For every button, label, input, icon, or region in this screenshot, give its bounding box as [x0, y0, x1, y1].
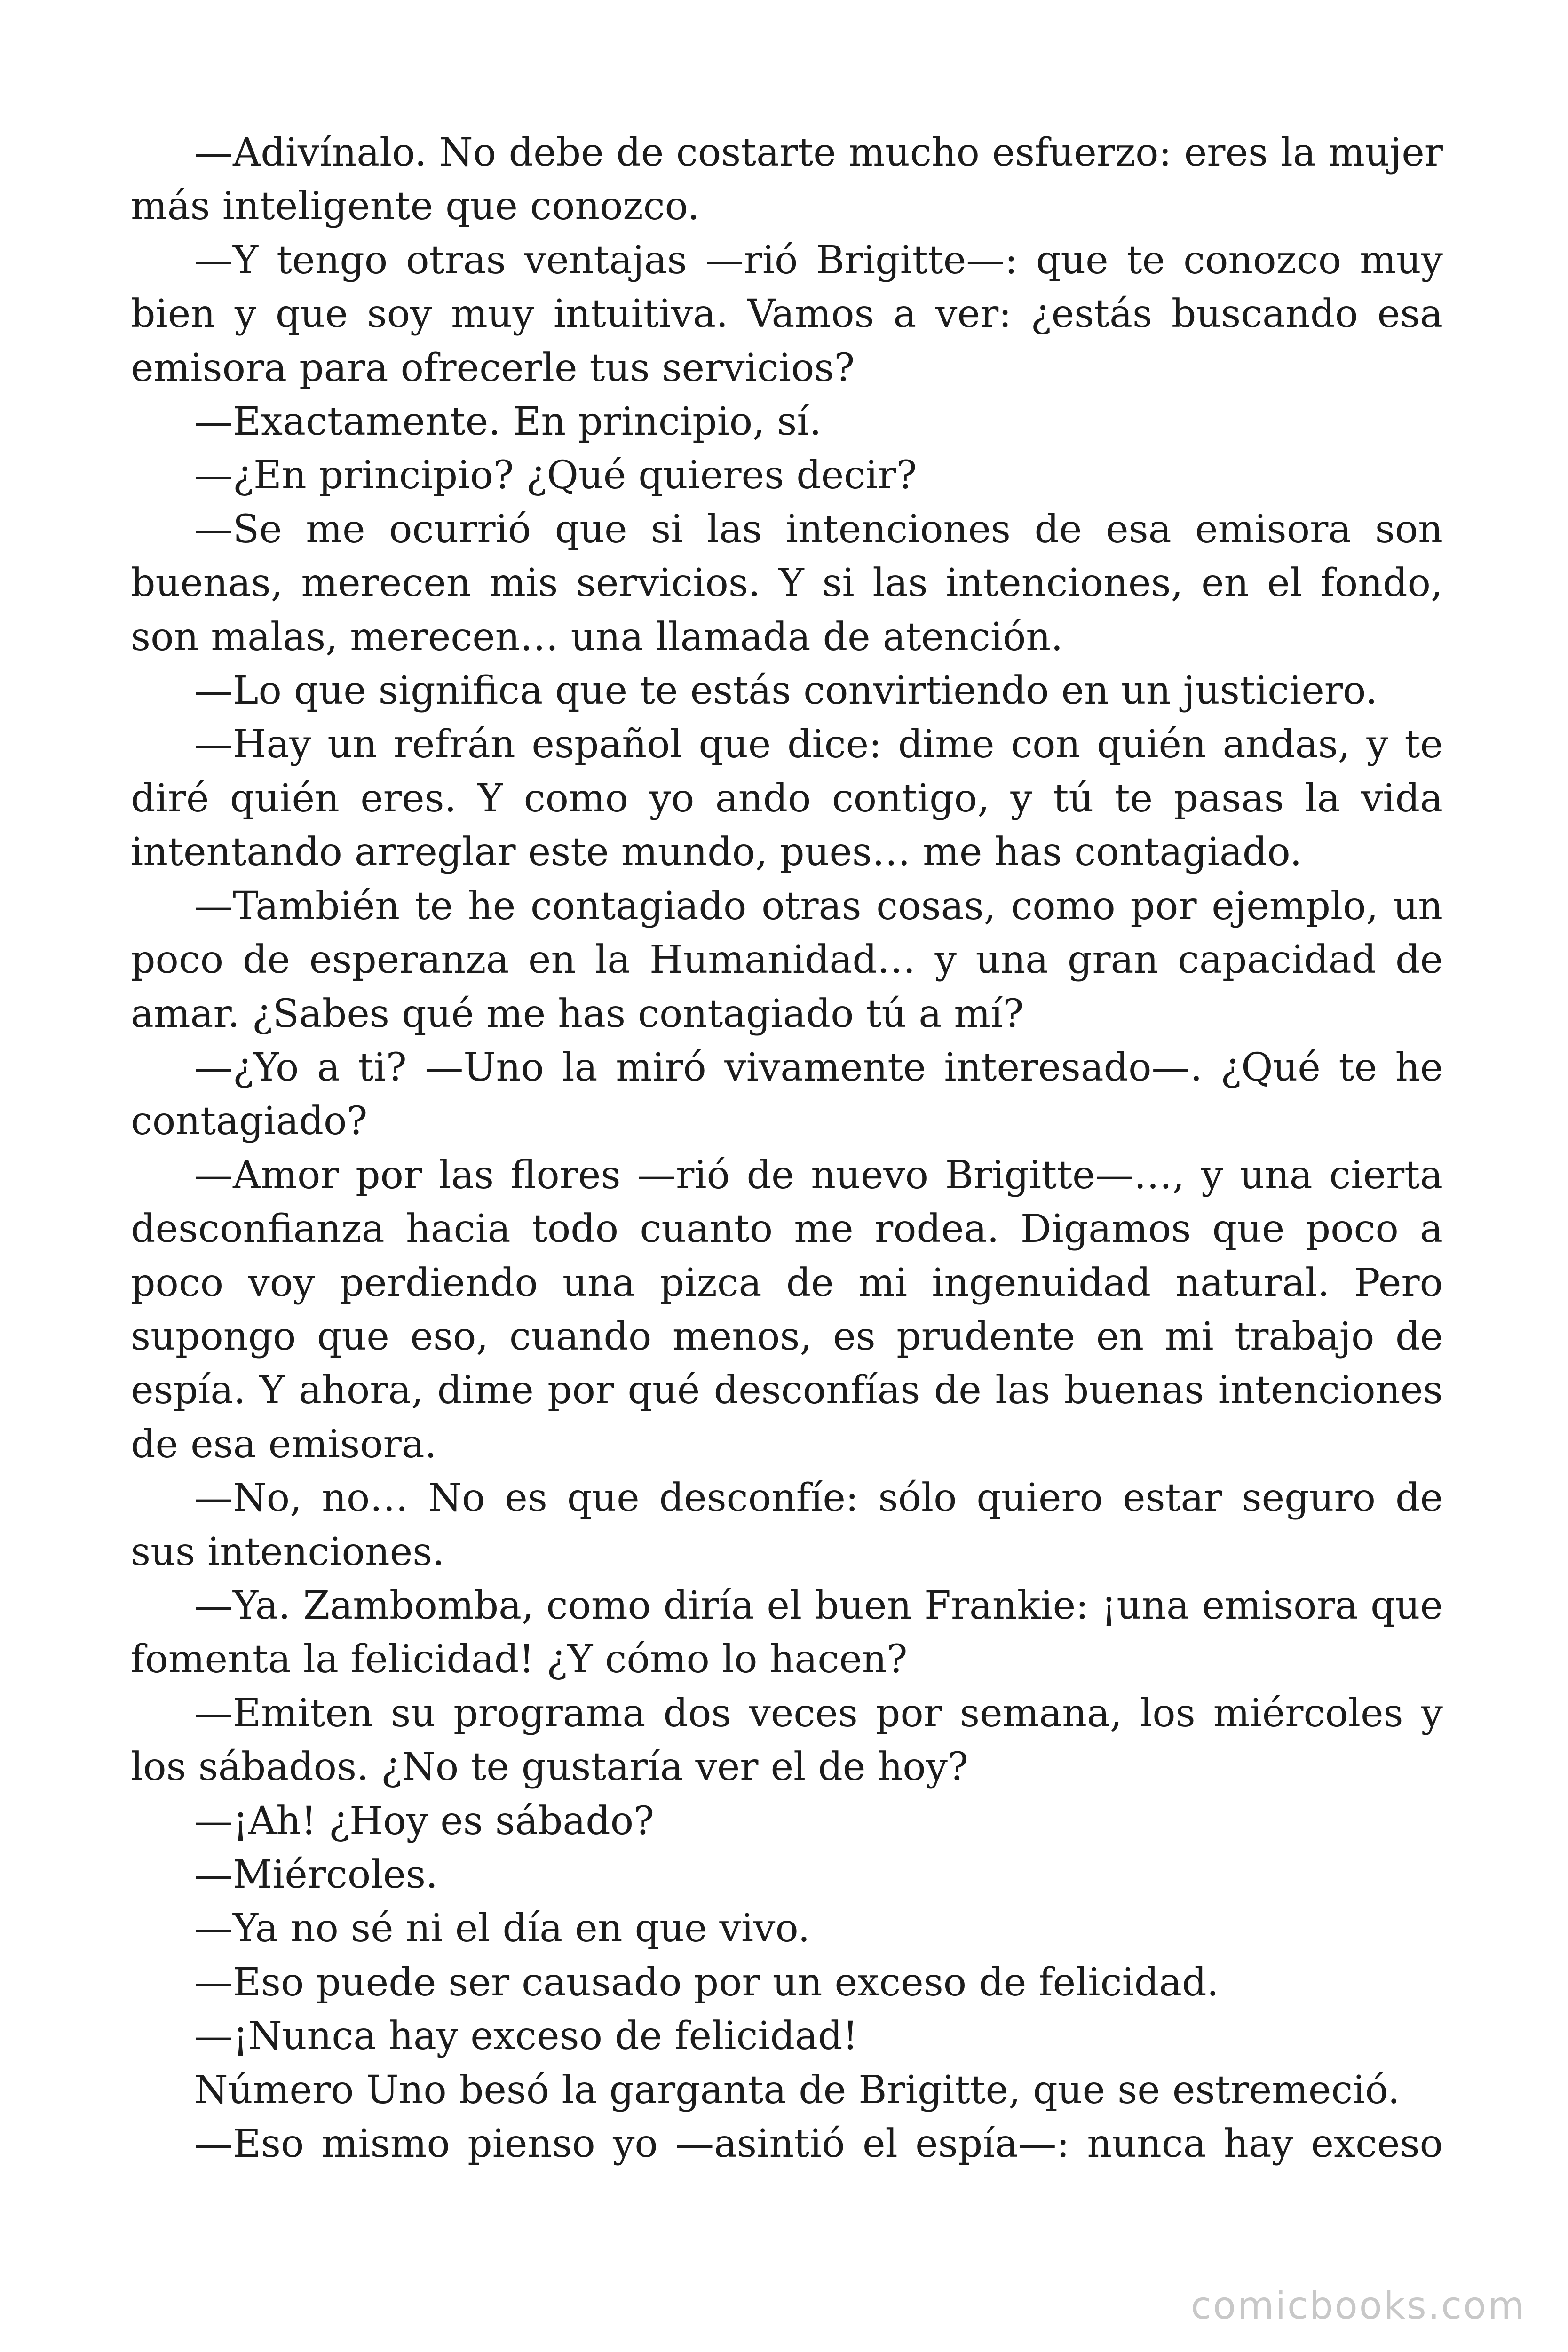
- paragraph: —No, no… No es que desconfíe: sólo quiero estar seguro de sus intenciones.: [131, 1476, 1443, 1574]
- paragraph: —Eso mismo pienso yo —asintió el espía—: nunca hay exceso: [194, 2122, 1443, 2167]
- paragraph: —¡Ah! ¿Hoy es sábado?: [194, 1798, 655, 1843]
- paragraph: —Eso puede ser causado por un exceso de felicidad.: [194, 1960, 1219, 2005]
- paragraph: Número Uno besó la garganta de Brigitte, que se estremeció.: [194, 2067, 1400, 2113]
- paragraph: —Exactamente. En principio, sí.: [194, 399, 822, 445]
- paragraph: —También te he contagiado otras cosas, como por ejemplo, un poco de esperanza en la Humanidad… y una gran capacidad de amar. ¿Sabes qué me has contagiado tú a mí?: [131, 883, 1443, 1036]
- paragraph: —Ya no sé ni el día en que vivo.: [194, 1906, 810, 1951]
- paragraph: —Se me ocurrió que si las intenciones de esa emisora son buenas, merecen mis servicios. Y si las intenciones, en el fondo, son malas, merecen… una llamada de atención.: [131, 507, 1443, 660]
- paragraph: —¿En principio? ¿Qué quieres decir?: [194, 453, 917, 498]
- paragraph: —¿Yo a ti? —Uno la miró vivamente interesado—. ¿Qué te he contagiado?: [131, 1045, 1443, 1144]
- paragraph: —Emiten su programa dos veces por semana, los miércoles y los sábados. ¿No te gustaría ver el de hoy?: [131, 1691, 1443, 1790]
- paragraph: —Y tengo otras ventajas —rió Brigitte—: que te conozco muy bien y que soy muy intuitiva. Vamos a ver: ¿estás buscando esa emisora para ofrecerle tus servicios?: [131, 238, 1443, 390]
- watermark: comicbooks.com: [1190, 2284, 1526, 2328]
- paragraph: —Amor por las flores —rió de nuevo Brigitte—…, y una cierta desconfianza hacia todo cuanto me rodea. Digamos que poco a poco voy perdiendo una pizca de mi ingenuidad natural. Pero supongo que eso, cuando menos, es prudente en mi trabajo de espía. Y ahora, dime por qué desconfías de las buenas intenciones de esa emisora.: [131, 1152, 1443, 1467]
- paragraph: —Hay un refrán español que dice: dime con quién andas, y te diré quién eres. Y como yo ando contigo, y tú te pasas la vida intentando arreglar este mundo, pues… me has contagiado.: [131, 722, 1443, 875]
- paragraph: —¡Nunca hay exceso de felicidad!: [194, 2014, 858, 2059]
- paragraph: —Adivínalo. No debe de costarte mucho esfuerzo: eres la mujer más inteligente que conozco.: [131, 130, 1443, 229]
- paragraph: —Ya. Zambomba, como diría el buen Frankie: ¡una emisora que fomenta la felicidad! ¿Y cómo lo hacen?: [131, 1583, 1443, 1682]
- paragraph: —Lo que significa que te estás convirtiendo en un justiciero.: [194, 668, 1378, 714]
- page-body-text: [131, 126, 1443, 2171]
- paragraph: —Miércoles.: [194, 1852, 438, 1897]
